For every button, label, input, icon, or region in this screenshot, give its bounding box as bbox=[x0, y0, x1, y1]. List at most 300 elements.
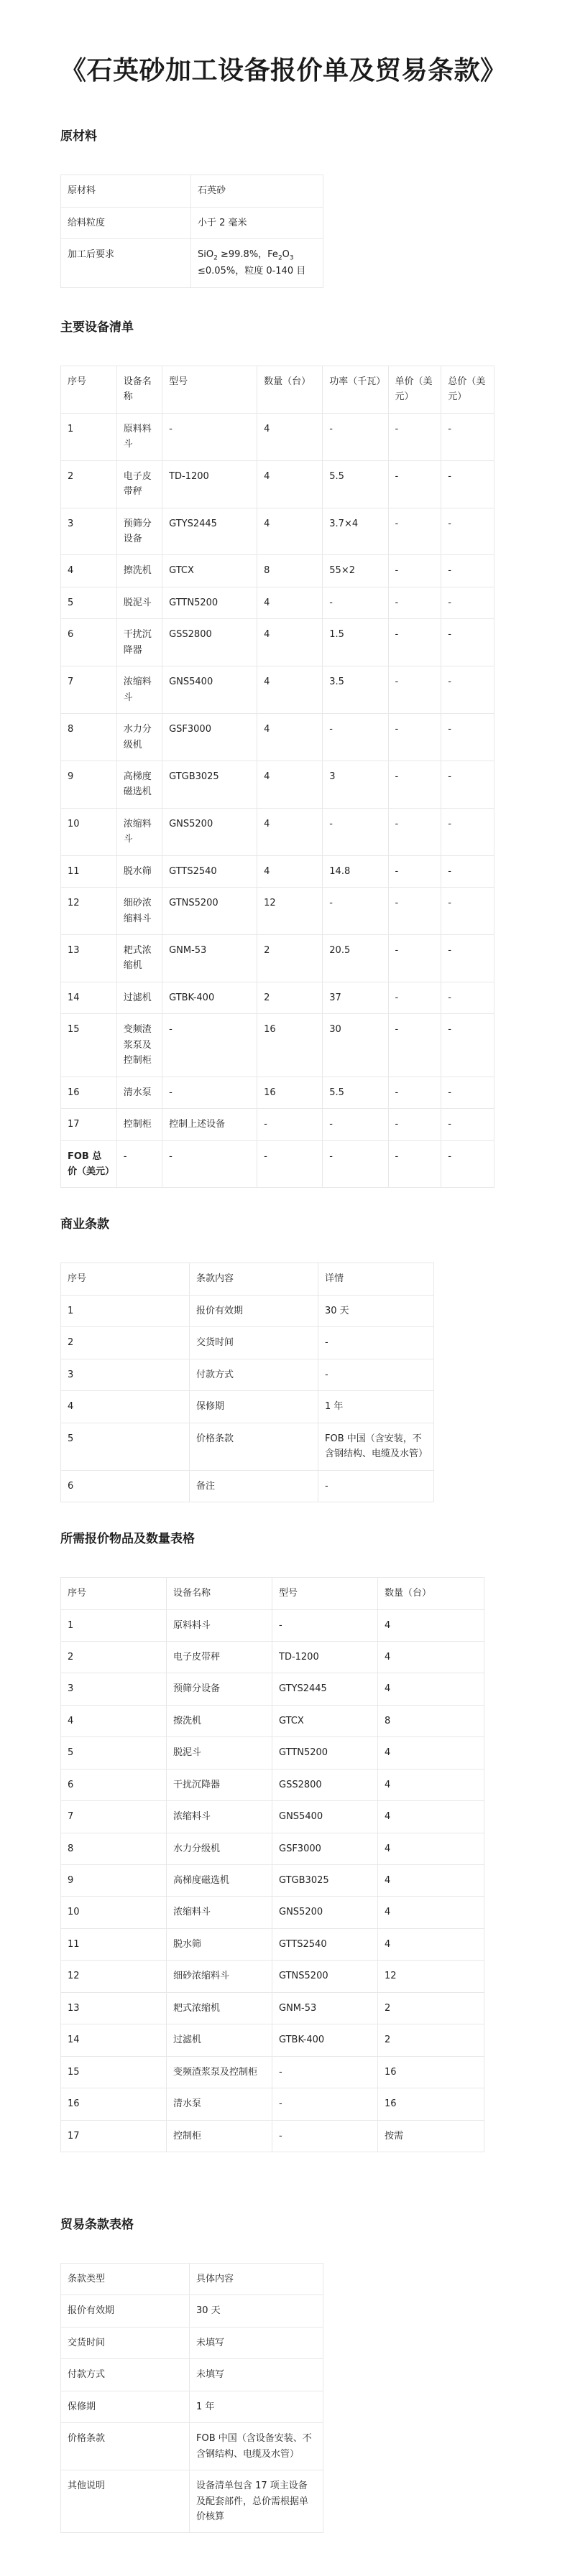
formula-text: ≥99.8%，Fe bbox=[217, 248, 278, 260]
table-row bbox=[61, 2470, 323, 2533]
table-cell: 8 bbox=[257, 555, 323, 587]
table-cell: 2 bbox=[257, 935, 323, 982]
table-cell: 4 bbox=[257, 761, 323, 808]
table-cell: GTCX bbox=[162, 555, 257, 587]
table-cell: 电子皮带秤 bbox=[116, 460, 162, 508]
table-cell: 4 bbox=[378, 1641, 484, 1673]
column-header: 条款类型 bbox=[61, 2264, 190, 2295]
table-cell: 付款方式 bbox=[190, 1359, 318, 1390]
table-row bbox=[61, 2359, 323, 2391]
table-row bbox=[61, 1928, 484, 1960]
table-cell: 17 bbox=[61, 1109, 117, 1140]
table-cell: - bbox=[272, 2120, 378, 2152]
table-cell: 3 bbox=[61, 508, 117, 555]
table-cell: 2 bbox=[378, 1992, 484, 2024]
table-cell: GTGB3025 bbox=[272, 1865, 378, 1897]
table-cell: - bbox=[441, 587, 494, 618]
table-cell: 细砂浓缩料斗 bbox=[167, 1961, 272, 1992]
column-header: 序号 bbox=[61, 1578, 167, 1609]
table-cell: 2 bbox=[61, 1327, 190, 1359]
table-row bbox=[61, 460, 494, 508]
table-cell: - bbox=[323, 413, 388, 460]
table-cell: 3 bbox=[323, 761, 388, 808]
table-cell: GSF3000 bbox=[162, 714, 257, 761]
table-cell: 15 bbox=[61, 2056, 167, 2088]
table-cell: GTBK-400 bbox=[162, 982, 257, 1013]
table-row bbox=[61, 2024, 484, 2056]
column-header: 数量（台） bbox=[378, 1578, 484, 1609]
table-cell: 报价有效期 bbox=[190, 1295, 318, 1326]
table-cell: 4 bbox=[378, 1609, 484, 1641]
table-row bbox=[61, 2120, 484, 2152]
column-header: 条款内容 bbox=[190, 1263, 318, 1295]
table-cell: - bbox=[441, 508, 494, 555]
table-cell: 13 bbox=[61, 935, 117, 982]
table-cell: - bbox=[441, 413, 494, 460]
table-cell: 1 年 bbox=[318, 1391, 434, 1423]
table-cell: 4 bbox=[378, 1673, 484, 1705]
table-cell: 清水泵 bbox=[116, 1077, 162, 1108]
table-cell: 4 bbox=[257, 460, 323, 508]
table-cell: 过滤机 bbox=[116, 982, 162, 1013]
table-cell: - bbox=[441, 1109, 494, 1140]
table-cell: - bbox=[272, 1609, 378, 1641]
table-cell: GTNS5200 bbox=[272, 1961, 378, 1992]
table-cell: - bbox=[388, 935, 441, 982]
table-cell: - bbox=[388, 508, 441, 555]
table-cell: 5.5 bbox=[323, 1077, 388, 1108]
table-row bbox=[61, 238, 323, 287]
table-cell: 30 天 bbox=[318, 1295, 434, 1326]
table-cell: 清水泵 bbox=[167, 2088, 272, 2120]
table-header-row bbox=[61, 1263, 434, 1295]
table-cell: - bbox=[388, 413, 441, 460]
table-cell: GTTS2540 bbox=[272, 1928, 378, 1960]
table-cell: 12 bbox=[378, 1961, 484, 1992]
table-cell: 4 bbox=[61, 555, 117, 587]
table-cell: 价格条款 bbox=[61, 2423, 190, 2470]
table-cell: 6 bbox=[61, 1769, 167, 1800]
table-cell: - bbox=[162, 1140, 257, 1188]
table-cell: 加工后要求 bbox=[61, 238, 191, 287]
table-cell: - bbox=[388, 1014, 441, 1077]
table-row bbox=[61, 1992, 484, 2024]
table-cell: - bbox=[257, 1109, 323, 1140]
table-cell: 16 bbox=[61, 2088, 167, 2120]
table-cell: 过滤机 bbox=[167, 2024, 272, 2056]
table-cell: 脱水筛 bbox=[116, 855, 162, 887]
table-row bbox=[61, 761, 494, 808]
table-cell: - bbox=[388, 1109, 441, 1140]
table-cell: 浓缩料斗 bbox=[116, 666, 162, 714]
table-row bbox=[61, 1327, 434, 1359]
table-cell: 保修期 bbox=[190, 1391, 318, 1423]
table-cell: - bbox=[388, 666, 441, 714]
table-cell: 报价有效期 bbox=[61, 2295, 190, 2327]
table-row bbox=[61, 175, 323, 207]
table-cell: GSS2800 bbox=[272, 1769, 378, 1800]
table-cell: - bbox=[441, 888, 494, 935]
table-cell: 按需 bbox=[378, 2120, 484, 2152]
table-cell: 12 bbox=[61, 888, 117, 935]
table-row bbox=[61, 1140, 494, 1188]
processing-requirement-cell bbox=[191, 238, 323, 287]
table-cell: 脱水筛 bbox=[167, 1928, 272, 1960]
table-cell: 5 bbox=[61, 1423, 190, 1470]
table-cell: 4 bbox=[378, 1897, 484, 1928]
table-cell: 14.8 bbox=[323, 855, 388, 887]
table-row bbox=[61, 1737, 484, 1769]
table-cell: 给料粒度 bbox=[61, 207, 191, 238]
table-row bbox=[61, 1961, 484, 1992]
table-cell: 原料料斗 bbox=[116, 413, 162, 460]
table-cell: 浓缩料斗 bbox=[167, 1897, 272, 1928]
table-cell: 原料料斗 bbox=[167, 1609, 272, 1641]
table-row bbox=[61, 982, 494, 1013]
table-row bbox=[61, 2423, 323, 2470]
table-cell: - bbox=[441, 1014, 494, 1077]
table-cell: 4 bbox=[378, 1769, 484, 1800]
table-cell: 10 bbox=[61, 1897, 167, 1928]
table-cell: 1 bbox=[61, 413, 117, 460]
table-cell: - bbox=[441, 935, 494, 982]
table-cell: 2 bbox=[61, 1641, 167, 1673]
table-cell: - bbox=[318, 1470, 434, 1502]
equipment-heading: 主要设备清单 bbox=[60, 320, 134, 335]
table-cell: GTNS5200 bbox=[162, 888, 257, 935]
table-cell: - bbox=[323, 714, 388, 761]
table-cell: 5 bbox=[61, 1737, 167, 1769]
table-cell: 8 bbox=[378, 1705, 484, 1736]
table-cell: 4 bbox=[257, 855, 323, 887]
table-cell: 7 bbox=[61, 666, 117, 714]
table-cell: 20.5 bbox=[323, 935, 388, 982]
table-cell: 高梯度磁选机 bbox=[116, 761, 162, 808]
subscript: 2 bbox=[277, 254, 282, 262]
table-cell: 12 bbox=[257, 888, 323, 935]
table-header-row bbox=[61, 366, 494, 413]
table-cell: 石英砂 bbox=[191, 175, 323, 207]
table-cell: - bbox=[323, 587, 388, 618]
table-cell: - bbox=[388, 1140, 441, 1188]
formula-text: ≤0.05%，粒度 0-140 目 bbox=[198, 266, 306, 277]
table-cell: - bbox=[441, 982, 494, 1013]
table-row bbox=[61, 1897, 484, 1928]
table-cell: 4 bbox=[378, 1737, 484, 1769]
table-cell: GNM-53 bbox=[272, 1992, 378, 2024]
commercial-heading: 商业条款 bbox=[60, 1217, 109, 1232]
table-cell: 4 bbox=[378, 1865, 484, 1897]
column-header: 型号 bbox=[162, 366, 257, 413]
table-cell: 6 bbox=[61, 1470, 190, 1502]
table-cell: 3.5 bbox=[323, 666, 388, 714]
table-cell: - bbox=[388, 587, 441, 618]
table-cell: 未填写 bbox=[190, 2359, 323, 2391]
table-row bbox=[61, 207, 323, 238]
items-heading: 所需报价物品及数量表格 bbox=[60, 1531, 195, 1546]
formula-text: SiO bbox=[198, 248, 214, 260]
table-cell: GNM-53 bbox=[162, 935, 257, 982]
table-cell: - bbox=[162, 1014, 257, 1077]
table-cell: 13 bbox=[61, 1992, 167, 2024]
table-cell: 脱泥斗 bbox=[116, 587, 162, 618]
table-cell: - bbox=[388, 1077, 441, 1108]
table-cell: - bbox=[388, 619, 441, 666]
subscript: 3 bbox=[289, 254, 294, 262]
table-cell: 4 bbox=[257, 587, 323, 618]
table-cell: 干扰沉降器 bbox=[116, 619, 162, 666]
table-cell: GTBK-400 bbox=[272, 2024, 378, 2056]
column-header: 设备名称 bbox=[167, 1578, 272, 1609]
table-cell: - bbox=[272, 2088, 378, 2120]
table-cell: 4 bbox=[378, 1801, 484, 1833]
table-cell: FOB 中国（含设备安装、不含钢结构、电缆及水管） bbox=[190, 2423, 323, 2470]
table-cell: 8 bbox=[61, 714, 117, 761]
table-cell: 预筛分设备 bbox=[167, 1673, 272, 1705]
subscript: 2 bbox=[213, 254, 218, 262]
table-row bbox=[61, 1769, 484, 1800]
table-cell: 4 bbox=[378, 1833, 484, 1864]
equipment-table bbox=[60, 366, 494, 1188]
table-row bbox=[61, 508, 494, 555]
table-cell: GTYS2445 bbox=[272, 1673, 378, 1705]
table-cell: - bbox=[441, 1140, 494, 1188]
table-cell: - bbox=[441, 555, 494, 587]
table-cell: 水力分级机 bbox=[116, 714, 162, 761]
table-cell: 浓缩料斗 bbox=[167, 1801, 272, 1833]
table-row bbox=[61, 1801, 484, 1833]
table-cell: 水力分级机 bbox=[167, 1833, 272, 1864]
table-cell: 4 bbox=[257, 413, 323, 460]
table-cell: 55×2 bbox=[323, 555, 388, 587]
commercial-terms-table bbox=[60, 1263, 434, 1502]
table-cell: 37 bbox=[323, 982, 388, 1013]
table-cell: - bbox=[441, 666, 494, 714]
table-cell: 设备清单包含 17 项主设备及配套部件，总价需根据单价核算 bbox=[190, 2470, 323, 2533]
table-row bbox=[61, 2295, 323, 2327]
column-header: 功率（千瓦） bbox=[323, 366, 388, 413]
table-cell: 4 bbox=[61, 1391, 190, 1423]
column-header: 单价（美元） bbox=[388, 366, 441, 413]
table-cell: - bbox=[441, 1077, 494, 1108]
table-cell: 14 bbox=[61, 2024, 167, 2056]
table-cell: 5.5 bbox=[323, 460, 388, 508]
table-cell: 3 bbox=[61, 1673, 167, 1705]
table-cell: GTTN5200 bbox=[272, 1737, 378, 1769]
table-cell: 原材料 bbox=[61, 175, 191, 207]
column-header: 详情 bbox=[318, 1263, 434, 1295]
table-cell: 耙式浓缩机 bbox=[167, 1992, 272, 2024]
table-row bbox=[61, 587, 494, 618]
table-row bbox=[61, 1609, 484, 1641]
table-cell: - bbox=[388, 460, 441, 508]
table-row bbox=[61, 1423, 434, 1470]
table-cell: 16 bbox=[257, 1077, 323, 1108]
table-row bbox=[61, 555, 494, 587]
table-cell: 变频渣浆泵及控制柜 bbox=[116, 1014, 162, 1077]
table-cell: 小于 2 毫米 bbox=[191, 207, 323, 238]
table-cell: 5 bbox=[61, 587, 117, 618]
table-cell: 2 bbox=[257, 982, 323, 1013]
trade-terms-table bbox=[60, 2263, 323, 2533]
table-cell: 4 bbox=[257, 508, 323, 555]
table-cell: 预筛分设备 bbox=[116, 508, 162, 555]
table-row bbox=[61, 1295, 434, 1326]
table-row bbox=[61, 1077, 494, 1108]
table-row bbox=[61, 1705, 484, 1736]
table-row bbox=[61, 714, 494, 761]
table-cell: 11 bbox=[61, 1928, 167, 1960]
table-cell: 4 bbox=[257, 714, 323, 761]
table-cell: 12 bbox=[61, 1961, 167, 1992]
table-row bbox=[61, 888, 494, 935]
table-cell: - bbox=[318, 1359, 434, 1390]
table-header-row bbox=[61, 2264, 323, 2295]
table-cell: GNS5400 bbox=[272, 1801, 378, 1833]
table-row bbox=[61, 808, 494, 855]
table-cell: 4 bbox=[257, 619, 323, 666]
table-cell: GNS5200 bbox=[272, 1897, 378, 1928]
table-cell: 1 bbox=[61, 1609, 167, 1641]
table-cell: 2 bbox=[378, 2024, 484, 2056]
table-row bbox=[61, 2056, 484, 2088]
table-cell: 控制上述设备 bbox=[162, 1109, 257, 1140]
table-cell: 其他说明 bbox=[61, 2470, 190, 2533]
table-cell: GTTN5200 bbox=[162, 587, 257, 618]
table-cell: 脱泥斗 bbox=[167, 1737, 272, 1769]
table-cell: 16 bbox=[378, 2088, 484, 2120]
table-cell: GTYS2445 bbox=[162, 508, 257, 555]
table-cell: 交货时间 bbox=[61, 2327, 190, 2358]
table-cell: TD-1200 bbox=[272, 1641, 378, 1673]
table-cell: - bbox=[441, 619, 494, 666]
table-cell: 14 bbox=[61, 982, 117, 1013]
table-cell: 4 bbox=[257, 808, 323, 855]
table-cell: 7 bbox=[61, 1801, 167, 1833]
document-title: 《石英砂加工设备报价单及贸易条款》 bbox=[60, 56, 507, 85]
table-cell: - bbox=[323, 1140, 388, 1188]
table-cell: 4 bbox=[257, 666, 323, 714]
table-row bbox=[61, 1673, 484, 1705]
table-row bbox=[61, 1833, 484, 1864]
table-cell: FOB 总价（美元） bbox=[61, 1140, 117, 1188]
table-cell: 电子皮带秤 bbox=[167, 1641, 272, 1673]
table-cell: 保修期 bbox=[61, 2391, 190, 2422]
table-cell: 1 bbox=[61, 1295, 190, 1326]
table-cell: 擦洗机 bbox=[116, 555, 162, 587]
table-cell: 1 年 bbox=[190, 2391, 323, 2422]
table-cell: 备注 bbox=[190, 1470, 318, 1502]
table-cell: 交货时间 bbox=[190, 1327, 318, 1359]
table-cell: GNS5200 bbox=[162, 808, 257, 855]
table-cell: - bbox=[388, 761, 441, 808]
table-cell: 未填写 bbox=[190, 2327, 323, 2358]
table-row bbox=[61, 1359, 434, 1390]
table-row bbox=[61, 666, 494, 714]
table-cell: 9 bbox=[61, 761, 117, 808]
table-cell: 价格条款 bbox=[190, 1423, 318, 1470]
table-cell: 浓缩料斗 bbox=[116, 808, 162, 855]
table-cell: 细砂浓缩料斗 bbox=[116, 888, 162, 935]
table-cell: 4 bbox=[378, 1928, 484, 1960]
table-cell: - bbox=[323, 808, 388, 855]
table-cell: 控制柜 bbox=[167, 2120, 272, 2152]
table-cell: TD-1200 bbox=[162, 460, 257, 508]
table-cell: 16 bbox=[61, 1077, 117, 1108]
table-cell: 15 bbox=[61, 1014, 117, 1077]
table-row bbox=[61, 2391, 323, 2422]
formula-text: O bbox=[282, 248, 290, 260]
table-cell: - bbox=[441, 460, 494, 508]
table-cell: 30 天 bbox=[190, 2295, 323, 2327]
raw-material-heading: 原材料 bbox=[60, 129, 97, 144]
raw-material-table bbox=[60, 175, 323, 288]
trade-heading: 贸易条款表格 bbox=[60, 2217, 134, 2232]
table-cell: 3 bbox=[61, 1359, 190, 1390]
table-row bbox=[61, 2088, 484, 2120]
table-cell: - bbox=[441, 808, 494, 855]
table-cell: - bbox=[323, 1109, 388, 1140]
table-cell: - bbox=[318, 1327, 434, 1359]
table-row bbox=[61, 2327, 323, 2358]
table-cell: GTTS2540 bbox=[162, 855, 257, 887]
table-row bbox=[61, 1641, 484, 1673]
column-header: 数量（台） bbox=[257, 366, 323, 413]
column-header: 总价（美元） bbox=[441, 366, 494, 413]
table-cell: GTCX bbox=[272, 1705, 378, 1736]
table-cell: - bbox=[116, 1140, 162, 1188]
table-cell: - bbox=[162, 1077, 257, 1108]
table-cell: - bbox=[388, 982, 441, 1013]
table-cell: - bbox=[272, 2056, 378, 2088]
table-cell: 8 bbox=[61, 1833, 167, 1864]
table-cell: 2 bbox=[61, 460, 117, 508]
table-row bbox=[61, 1470, 434, 1502]
table-row bbox=[61, 1014, 494, 1077]
table-cell: 3.7×4 bbox=[323, 508, 388, 555]
table-cell: 耙式浓缩机 bbox=[116, 935, 162, 982]
table-cell: 高梯度磁选机 bbox=[167, 1865, 272, 1897]
table-cell: GSF3000 bbox=[272, 1833, 378, 1864]
table-cell: - bbox=[323, 888, 388, 935]
table-cell: - bbox=[441, 714, 494, 761]
table-cell: 16 bbox=[378, 2056, 484, 2088]
table-cell: 9 bbox=[61, 1865, 167, 1897]
table-row bbox=[61, 1391, 434, 1423]
column-header: 序号 bbox=[61, 366, 117, 413]
table-row bbox=[61, 1865, 484, 1897]
column-header: 序号 bbox=[61, 1263, 190, 1295]
table-cell: 1.5 bbox=[323, 619, 388, 666]
column-header: 型号 bbox=[272, 1578, 378, 1609]
table-cell: GNS5400 bbox=[162, 666, 257, 714]
table-row bbox=[61, 855, 494, 887]
table-cell: - bbox=[162, 413, 257, 460]
column-header: 设备名称 bbox=[116, 366, 162, 413]
table-cell: 11 bbox=[61, 855, 117, 887]
table-cell: 干扰沉降器 bbox=[167, 1769, 272, 1800]
table-cell: - bbox=[441, 855, 494, 887]
table-cell: - bbox=[441, 761, 494, 808]
table-header-row bbox=[61, 1578, 484, 1609]
table-cell: GTGB3025 bbox=[162, 761, 257, 808]
table-row bbox=[61, 1109, 494, 1140]
table-cell: 30 bbox=[323, 1014, 388, 1077]
table-row bbox=[61, 413, 494, 460]
table-cell: 4 bbox=[61, 1705, 167, 1736]
table-cell: 6 bbox=[61, 619, 117, 666]
table-cell: 控制柜 bbox=[116, 1109, 162, 1140]
